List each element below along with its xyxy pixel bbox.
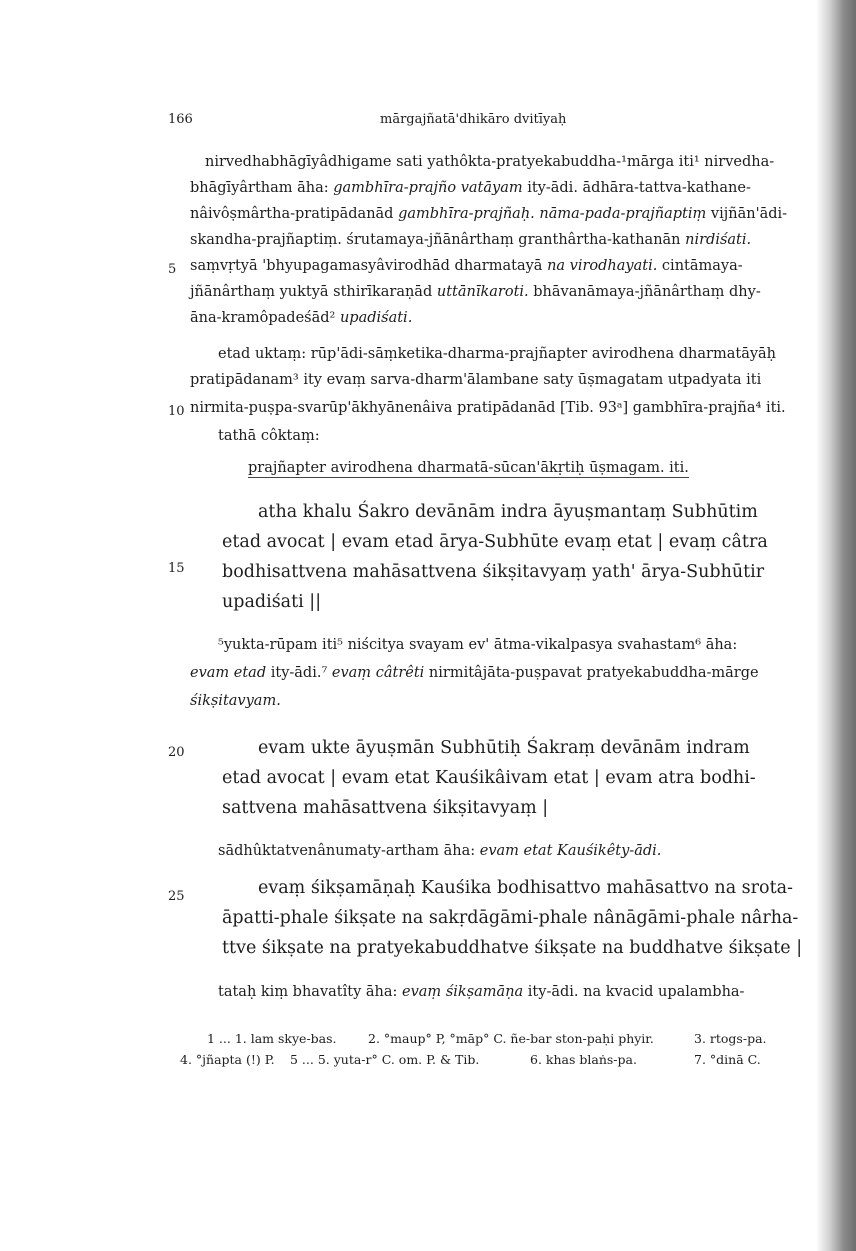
text-segment: skandha-prajñaptiṃ. śrutamaya-jñānârthaṃ granthârtha-kathanān [190, 232, 686, 248]
footnote-4: 4. °jñapta (!) P. [180, 1052, 275, 1067]
line-number-15: 15 [168, 561, 185, 576]
text-segment: nâivôṣmârtha-pratipādanād [190, 206, 399, 222]
italic-term: gambhīra-prajñaḥ. nāma-pada-prajñaptiṃ [398, 206, 707, 222]
commentary-line [190, 665, 759, 681]
text-segment: bhāvanāmaya-jñānârthaṃ dhy- [528, 284, 761, 300]
italic-term: evaṃ câtrêti [331, 665, 425, 681]
text-segment: sādhûktatvenânumaty-artham āha: [218, 843, 480, 859]
commentary-line [205, 154, 774, 170]
italic-term: upadiśati. [339, 310, 413, 326]
text-segment: nirmitâjāta-puṣpavat pratyekabuddha-mārge [424, 665, 759, 681]
quoted-verse-line [248, 460, 689, 478]
sutra-line: evaṃ śikṣamāṇaḥ Kauśika bodhisattvo mahāsattvo na srota- [258, 878, 793, 898]
commentary-line [218, 843, 661, 859]
italic-term: evam etat Kauśikêty-ādi. [479, 843, 662, 859]
book-spine-shadow [816, 0, 856, 1251]
text-segment: vijñān'ādi- [706, 206, 788, 222]
sutra-line: atha khalu Śakro devānām indra āyuṣmantaṃ Subhūtim [258, 502, 758, 522]
running-head: mārgajñatā'dhikāro dvitīyaḥ [380, 112, 567, 127]
footnote-1: 1 ... 1. lam skye-bas. [207, 1031, 337, 1046]
commentary-line [190, 400, 786, 416]
text-segment: saṃvṛtyā 'bhyupagamasyâvirodhād dharmatayā [190, 258, 548, 274]
line-number-25: 25 [168, 889, 185, 904]
text-segment: pratipādanam³ ity evaṃ sarva-dharm'ālambane saty ūṣmagatam utpadyata iti [190, 372, 762, 388]
commentary-line [190, 232, 751, 248]
text-segment: ity-ādi.⁷ [266, 665, 332, 681]
commentary-line [190, 693, 281, 709]
italic-term: evam etad [190, 665, 267, 681]
italic-term: uttānīkaroti. [436, 284, 529, 300]
text-segment: etad uktaṃ: rūp'ādi-sāṃketika-dharma-prajñapter avirodhena dharmatāyāḥ [218, 346, 777, 362]
sutra-line: bodhisattvena mahāsattvena śikṣitavyaṃ yath' ārya-Subhūtir [222, 562, 765, 582]
text-segment: nirvedhabhāgīyâdhigame sati yathôkta-pratyekabuddha-¹mārga iti¹ nirvedha- [205, 154, 775, 170]
italic-term: na virodhayati. [547, 258, 658, 274]
sutra-line: sattvena mahāsattvena śikṣitavyaṃ | [222, 798, 549, 818]
italic-term: nirdiśati. [685, 232, 752, 248]
sutra-line: upadiśati || [222, 592, 322, 612]
commentary-line [218, 984, 744, 1000]
commentary-line [190, 372, 761, 388]
sutra-line: āpatti-phale śikṣate na sakṛdāgāmi-phale nânāgāmi-phale nârha- [222, 908, 799, 928]
commentary-line [218, 428, 320, 444]
text-segment: tathā côktaṃ: [218, 428, 320, 444]
text-segment: tataḥ kiṃ bhavatîty āha: [218, 984, 402, 1000]
line-number-5: 5 [168, 262, 177, 277]
commentary-line [218, 346, 776, 362]
page-number: 166 [168, 112, 193, 127]
commentary-line [190, 206, 787, 222]
sutra-line: ttve śikṣate na pratyekabuddhatve śikṣate na buddhatve śikṣate | [222, 938, 803, 958]
commentary-line [190, 310, 412, 326]
text-segment: cintāmaya- [657, 258, 743, 274]
text-segment: jñānârthaṃ yuktyā sthirīkaraṇād [190, 284, 437, 300]
footnote-3: 3. rtogs-pa. [694, 1031, 767, 1046]
commentary-line [190, 258, 743, 274]
text-segment: ity-ādi. na kvacid upalambha- [523, 984, 745, 1000]
commentary-line [190, 284, 761, 300]
text-segment: prajñapter avirodhena dharmatā-sūcan'ākṛtiḥ ūṣmagam. iti. [248, 460, 689, 476]
footnote-2: 2. °maup° P, °māp° C. ñe-bar ston-paḥi phyir. [368, 1031, 654, 1046]
sutra-line: evam ukte āyuṣmān Subhūtiḥ Śakraṃ devānām indram [258, 738, 750, 758]
italic-term: evaṃ śikṣamāṇa [402, 984, 524, 1000]
italic-term: śikṣitavyam. [190, 693, 281, 709]
line-number-20: 20 [168, 745, 185, 760]
text-segment: bhāgīyârtham āha: [190, 180, 334, 196]
commentary-line [190, 180, 751, 196]
line-number-10: 10 [168, 404, 185, 419]
text-segment: ity-ādi. ādhāra-tattva-kathane- [522, 180, 751, 196]
footnote-5: 5 ... 5. yuta-r° C. om. P. & Tib. [290, 1052, 480, 1067]
text-segment: ⁵yukta-rūpam iti⁵ niścitya svayam ev' ātma-vikalpasya svahastam⁶ āha: [218, 637, 738, 653]
footnote-7: 7. °dinā C. [694, 1052, 761, 1067]
text-segment: nirmita-puṣpa-svarūp'ākhyānenâiva pratipādanād [Tib. 93ᵃ] gambhīra-prajña⁴ iti. [190, 400, 786, 416]
sutra-line: etad avocat | evam etat Kauśikâivam etat | evam atra bodhi- [222, 768, 756, 788]
footnote-6: 6. khas blaṅs-pa. [530, 1052, 637, 1067]
sutra-line: etad avocat | evam etad ārya-Subhūte evaṃ etat | evaṃ câtra [222, 532, 768, 552]
text-segment: āna-kramôpadeśād² [190, 310, 340, 326]
commentary-line [218, 637, 737, 653]
italic-term: gambhīra-prajño vatāyam [333, 180, 523, 196]
